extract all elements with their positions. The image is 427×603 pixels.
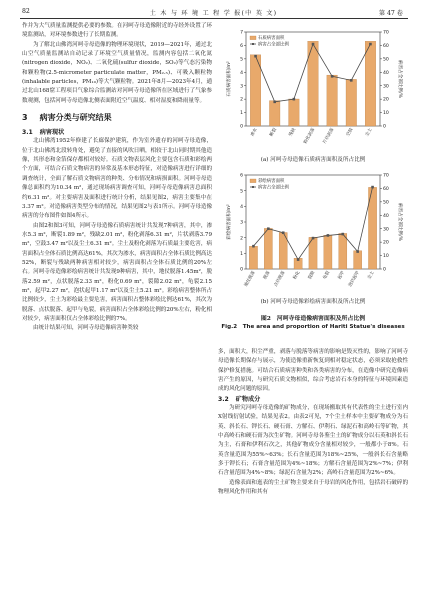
- y-tick-label: 5: [240, 189, 243, 195]
- chart-svg: [224, 171, 402, 295]
- bar: [324, 235, 332, 269]
- bar: [249, 246, 257, 269]
- bar: [327, 75, 338, 126]
- subsection-title: 病害现状: [39, 129, 65, 137]
- x-tick-label: 残缺: [288, 127, 298, 138]
- figure-caption-a: (a) 河呵寺母造像石质病害面积及所占比例: [260, 157, 366, 163]
- x-tick-label: 龟裂: [322, 270, 332, 281]
- x-tick-label: 地仗脱落: [243, 270, 257, 288]
- y2-tick-label: 30: [383, 227, 389, 233]
- section-number: 3: [22, 113, 28, 123]
- line-marker: [356, 250, 359, 253]
- y2-axis-label: 病害占全部比例/%: [397, 202, 402, 242]
- x-tick-label: 脱落: [262, 270, 272, 281]
- y-tick-label: 7: [240, 30, 243, 36]
- y2-tick-label: 10: [383, 254, 389, 260]
- line-marker: [331, 75, 334, 78]
- figure-caption-b: (b) 河呵寺母造像彩绘病害面积及所占比例: [260, 299, 366, 305]
- y-tick-label: 2: [240, 97, 243, 103]
- line-marker: [252, 245, 255, 248]
- line-marker: [341, 233, 344, 236]
- line-marker: [267, 227, 270, 230]
- y2-tick-label: 60: [383, 44, 389, 50]
- y-tick-label: 5: [240, 57, 243, 63]
- legend-swatch-marker: [252, 43, 254, 45]
- paragraph: 由图2和图3可知，河呵寺母造像石质病害统计共发现7种病害，其中，渗水5.3 m²，断裂1.89 m²，残缺2.01 m²，粉化剥落6.31 m²，片状剥落3.79 m²，空鼓3.47 m²以及尘土6.31 m²。尘土及粉化剥落为石质最主要危害，病害面积占全体石质比例高达61%，其次为渗水，病害面积占全体石质比例高达52%，断裂与残缺两种病害相对较少，病害面积占全体石质比例的20%左右。河呵寺母造像彩绘病害统计共发现9种病害，其中，地仗脱落1.45m²，脱落2.59 m²，点状脱落2.33 m²，粉化0.69 m²，裂隙2.02 m²，龟裂2.15 m²，起甲2.27 m²，泡状起甲1.17 m²以及尘土5.21 m²。彩绘病害整体所占比例较少，尘土为彩绘最主要危害，病害面积占整体彩绘比例达61%，其次为脱落、点状脱落、起甲与龟裂，病害面积占全体彩绘比例的20%左右，粉化相对较少，病害面积仅占全体彩绘比例的7%。: [22, 222, 212, 322]
- bar: [264, 228, 272, 269]
- y2-tick-label: 40: [383, 213, 389, 219]
- legend-label: 石质病害面积: [258, 36, 285, 42]
- bar: [354, 251, 362, 269]
- section-title: 病害分类与研究结果: [39, 113, 112, 123]
- header-rule: [20, 18, 408, 19]
- y2-tick-label: 50: [383, 57, 389, 63]
- y2-tick-label: 60: [383, 187, 389, 193]
- figure-caption-en: Fig.2 The area and proportion of Hariti Statue's diseases: [221, 324, 405, 330]
- legend-label: 病害占全部比例: [258, 185, 289, 191]
- bar: [269, 101, 280, 126]
- y2-tick-label: 50: [383, 200, 389, 206]
- volume-label: 第 47 卷: [378, 10, 403, 17]
- bar: [289, 99, 300, 126]
- y2-tick-label: 20: [383, 97, 389, 103]
- y-tick-label: 1: [240, 251, 243, 257]
- line-marker: [327, 234, 330, 237]
- x-tick-label: 点状脱落: [273, 270, 287, 288]
- subsection-title: 矿物成分: [235, 395, 261, 403]
- y-axis-label: 彩绘病害面积/m²: [227, 204, 232, 240]
- legend-label: 彩绘病害面积: [258, 179, 285, 185]
- y-tick-label: 1: [240, 111, 243, 117]
- line-marker: [350, 79, 353, 82]
- y-tick-label: 4: [240, 70, 243, 76]
- x-tick-label: 片状剥落: [322, 127, 336, 145]
- bar: [365, 41, 376, 126]
- x-tick-label: 起甲: [337, 270, 347, 281]
- left-column: [22, 22, 212, 334]
- subsection-number: 3.2: [218, 395, 229, 403]
- line-marker: [297, 258, 300, 261]
- y-tick-label: 6: [240, 173, 243, 179]
- page-number: 82: [22, 8, 30, 15]
- x-tick-label: 粉化: [292, 270, 302, 281]
- y2-tick-label: 0: [383, 124, 386, 130]
- y-tick-label: 3: [240, 84, 243, 90]
- x-tick-label: 断裂: [269, 127, 278, 138]
- section-heading: [22, 112, 212, 123]
- paragraph: 由统计结果可知，河呵寺母造像病害种类较: [33, 325, 139, 332]
- y-tick-label: 0: [240, 267, 243, 273]
- paragraph: 造像表面和迤表的尘土矿物主要来自于母岩的风化作用，包括岩石破碎的物理风化作用和其有: [218, 479, 408, 496]
- x-tick-label: 空鼓: [345, 127, 355, 138]
- y2-tick-label: 30: [383, 84, 389, 90]
- paragraph: 为研究河呵寺母造像的矿物成分，在现场搬取其有代表性的尘土进行室内X射线衍射试验，结果见表2。由表2可见，7个尘土样本中主要矿物成分为石英、斜长石、钾长石、硬石膏、方解石、伊利石、绿泥石和高岭石等矿物，其中高岭石和硬石膏为次生矿物。河呵寺母各鉴尘土的矿物成分以石英和斜长石为主，石膏和伊利石次之，其他矿物成分含量相对较少，一般都小于8%。石英含量范围为55%~63%；长石含量范围为18%~25%，一般斜长石含量略多于钾长石；石膏含量范围为4%~18%；方解石含量范围为2%~7%；伊利石含量范围为4%~8%；绿泥石含量为2%；高岭石含量范围为2%~6%。: [218, 405, 408, 477]
- stone-disease-chart: [224, 28, 402, 152]
- figure-caption-cn: 图2 河呵寺母造像病害面积及所占比例: [260, 315, 366, 322]
- y-tick-label: 3: [240, 220, 243, 226]
- y2-tick-label: 70: [383, 173, 389, 179]
- line-marker: [293, 98, 296, 101]
- bar: [346, 79, 357, 126]
- line-marker: [369, 43, 372, 46]
- y2-tick-label: 70: [383, 30, 389, 36]
- line-marker: [371, 186, 374, 189]
- line-marker: [312, 43, 315, 46]
- y2-tick-label: 10: [383, 111, 389, 117]
- legend-swatch-marker: [252, 186, 254, 188]
- x-tick-label: 裂隙: [307, 270, 317, 281]
- painting-disease-chart: [224, 171, 402, 295]
- y-tick-label: 0: [240, 124, 243, 130]
- y-tick-label: 6: [240, 44, 243, 50]
- y2-tick-label: 0: [383, 267, 386, 273]
- subsection-heading: [22, 128, 212, 137]
- legend-swatch-bar: [250, 36, 256, 40]
- y2-tick-label: 20: [383, 240, 389, 246]
- paragraph: 多，面积大，积尘严重，剥落与脱落等病害的影响是毁灭性的，影响了河呵寺母造像长期保存与展示，为使造像重新恢复到相对稳定状态，必须采取抢救性保护修复措施。可结合石质病害种类和各类病害的分布，在造像中研究造像病害产生的原因，与研究石质文物相似，综合考虑岩石本身的特征与环境因素造成的风化问题的原因。: [218, 349, 408, 393]
- y-axis-label: 石质病害面积/m²: [227, 61, 232, 97]
- x-tick-label: 粉化剥落: [303, 127, 317, 145]
- legend-label: 病害占全部比例: [258, 42, 289, 48]
- running-header: [0, 3, 427, 17]
- chart-svg: [224, 28, 402, 152]
- x-tick-label: 渗水: [250, 127, 259, 138]
- paragraph: 为了解北山佛湾河呵寺母造像的物理环境现状，2019—2021年，通过北山空气质量监测站自动记录了环境空气质量情况，监测内容包括二氧化氮(nitrogen dioxide，NO₂)、二氧化硫(sulfur dioxide，SO₂)等气态污染物和颗粒物(2.5-micrometer particulate matter，PM₂.₅)、可吸入颗粒物(inhalable particles，PM₁₀)等大气颗粒物。2021年8月—2023年4月，通过北山168窟工程项目气象综合监测站对河呵寺母造像所在区域进行了气象参数观测，包括河呵寺母造像北侧表面附近空气温度、相对湿度和降雨量等。: [22, 41, 212, 104]
- y-tick-label: 2: [240, 236, 243, 242]
- x-tick-label: 尘土: [365, 127, 374, 138]
- right-column: [218, 348, 408, 498]
- paragraph: 作并为大气质量监测提供必要的参数。在河呵寺母造像附近的寺经外设置了环境监测站，对环境参数进行了长期监测。: [22, 23, 212, 39]
- line-marker: [312, 237, 315, 240]
- x-tick-label: 泡状起甲: [347, 270, 361, 288]
- legend-swatch-bar: [250, 179, 256, 183]
- line-marker: [273, 101, 276, 104]
- x-tick-label: 尘土: [367, 270, 376, 281]
- y-tick-label: 4: [240, 204, 243, 210]
- y2-tick-label: 40: [383, 70, 389, 76]
- line-marker: [282, 231, 285, 234]
- figure-caption: [218, 314, 408, 332]
- paragraph: 北山佛湾1952年修建了长廊保护建筑，作为室外遗存的河呵寺母造像，位于北山佛湾北段转角处，避免了直接的风吹日晒，相较于北山同时期其他造像，其形态和金箔保存都相对较好。石质文物表层风化主要包含石质和彩绘两个方面，可结合石质文物病害的异常及基本形态特征，对造像病害进行详细的调查统计，全面了解石质文物病害的种类、分布情况和病损面积。河呵寺母造像总面积约为10.34 m²，通过现场病害调查可知，河呵寺母造像病害总面积约6.31 m²。对主要病害及面积进行统计分析，结果见图2，病害主要集中在3.37 m²。对造像病害类型分布的情况，结果见图2与表1所示。河呵寺母造像病害的分布图件如图4所示。: [22, 138, 212, 220]
- subsection-heading: [218, 395, 408, 404]
- subsection-number: 3.1: [22, 129, 33, 137]
- line-marker: [254, 55, 257, 58]
- y2-axis-label: 病害占全部比例/%: [397, 59, 402, 99]
- bar: [339, 233, 347, 269]
- journal-title: 土 木 与 环 境 工 程 学 报(中 英 文): [149, 10, 278, 17]
